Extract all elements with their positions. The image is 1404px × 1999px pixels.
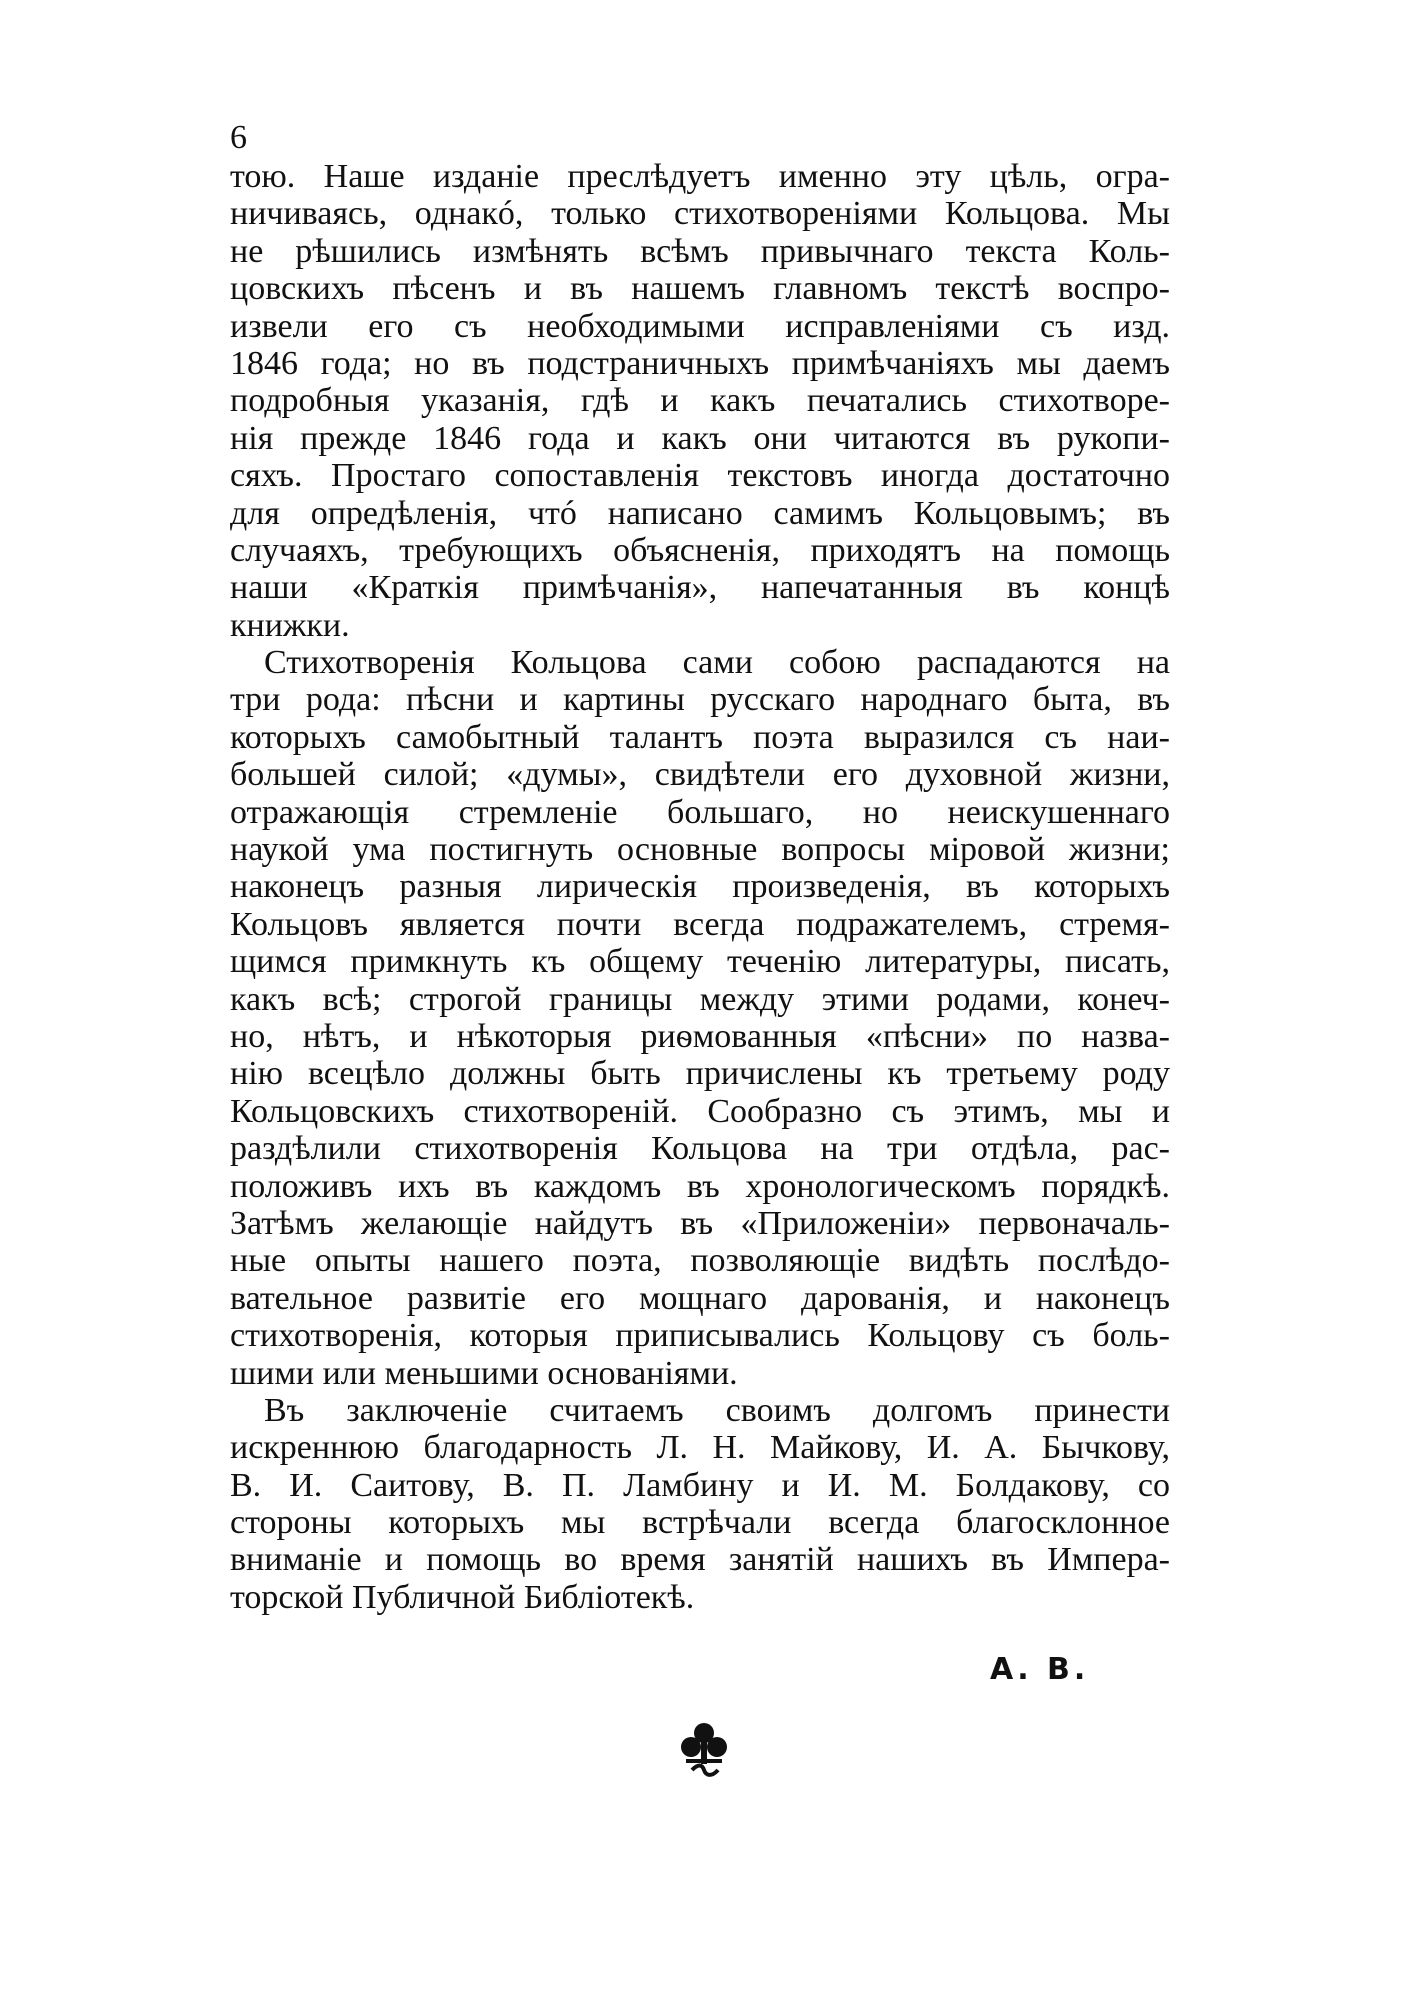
text-line: сяхъ. Простаго сопоставленія текстовъ иногда достаточно: [230, 457, 1170, 495]
text-line: вниманіе и помощь во время занятій нашихъ въ Импера-: [230, 1541, 1170, 1579]
page-body: [230, 118, 1170, 1616]
club-ornament-icon: [676, 1720, 732, 1780]
text-line: нію всецѣло должны быть причислены къ третьему роду: [230, 1055, 1170, 1093]
text-line: наукой ума постигнуть основные вопросы міровой жизни;: [230, 831, 1170, 869]
page-number: 6: [230, 119, 247, 156]
text-line: Кольцовъ является почти всегда подражателемъ, стремя-: [230, 905, 1170, 943]
text-line: Кольцовскихъ стихотвореній. Сообразно съ этимъ, мы и: [230, 1092, 1170, 1130]
text-line: искреннюю благодарность Л. Н. Майкову, И. А. Бычкову,: [230, 1429, 1170, 1467]
text-line: отражающія стремленіе большаго, но неискушеннаго: [230, 793, 1170, 831]
text-line: которыхъ самобытный талантъ поэта выразился съ наи-: [230, 718, 1170, 756]
text-line: случаяхъ, требующихъ объясненія, приходятъ на помощь: [230, 531, 1170, 569]
text-line: 1846 года; но въ подстраничныхъ примѣчаніяхъ мы даемъ: [230, 344, 1170, 382]
text-line: нія прежде 1846 года и какъ они читаются въ рукопи-: [230, 419, 1170, 457]
text-line: большей силой; «думы», свидѣтели его духовной жизни,: [230, 756, 1170, 794]
text-line: стороны которыхъ мы встрѣчали всегда благосклонное: [230, 1504, 1170, 1542]
text-line: какъ всѣ; строгой границы между этими родами, конеч-: [230, 980, 1170, 1018]
text-line: книжки.: [230, 606, 350, 644]
text-line: наконецъ разныя лирическія произведенія, въ которыхъ: [230, 868, 1170, 906]
text-line: стихотворенія, которыя приписывались Кольцову съ боль-: [230, 1317, 1170, 1355]
text-line: ные опыты нашего поэта, позволяющіе видѣть послѣдо-: [230, 1242, 1170, 1280]
text-line: для опредѣленія, чтó написано самимъ Кольцовымъ; въ: [230, 494, 1170, 532]
text-block: [230, 158, 1170, 1616]
text-line: наши «Краткія примѣчанія», напечатанныя въ концѣ: [230, 569, 1170, 607]
author-initials: А. В.: [990, 1652, 1090, 1687]
text-line: В. И. Саитову, В. П. Ламбину и И. М. Болдакову, со: [230, 1466, 1170, 1504]
text-line: не рѣшились измѣнять всѣмъ привычнаго текста Коль-: [230, 232, 1170, 270]
text-line: вательное развитіе его мощнаго дарованія, и наконецъ: [230, 1279, 1170, 1317]
text-line: Въ заключеніе считаемъ своимъ долгомъ принести: [264, 1391, 1170, 1429]
text-line: шими или меньшими основаніями.: [230, 1354, 738, 1392]
text-line: Затѣмъ желающіе найдутъ въ «Приложеніи» первоначаль-: [230, 1204, 1170, 1242]
text-line: извели его съ необходимыми исправленіями съ изд.: [230, 307, 1170, 345]
text-line: раздѣлили стихотворенія Кольцова на три отдѣла, рас-: [230, 1130, 1170, 1168]
text-line: торской Публичной Библіотекѣ.: [230, 1578, 695, 1616]
text-line: подробныя указанія, гдѣ и какъ печатались стихотворе-: [230, 382, 1170, 420]
text-line: три рода: пѣсни и картины русскаго народнаго быта, въ: [230, 681, 1170, 719]
text-line: положивъ ихъ въ каждомъ въ хронологическомъ порядкѣ.: [230, 1167, 1170, 1205]
text-line: щимся примкнуть къ общему теченію литературы, писать,: [230, 943, 1170, 981]
text-line: цовскихъ пѣсенъ и въ нашемъ главномъ текстѣ воспро-: [230, 270, 1170, 308]
text-line: но, нѣтъ, и нѣкоторыя риѳмованныя «пѣсни» по назва-: [230, 1017, 1170, 1055]
text-line: Стихотворенія Кольцова сами собою распадаются на: [264, 644, 1170, 682]
text-line: ничиваясь, однакó, только стихотвореніями Кольцова. Мы: [230, 195, 1170, 233]
text-line: тою. Наше изданіе преслѣдуетъ именно эту цѣль, огра-: [230, 158, 1170, 195]
